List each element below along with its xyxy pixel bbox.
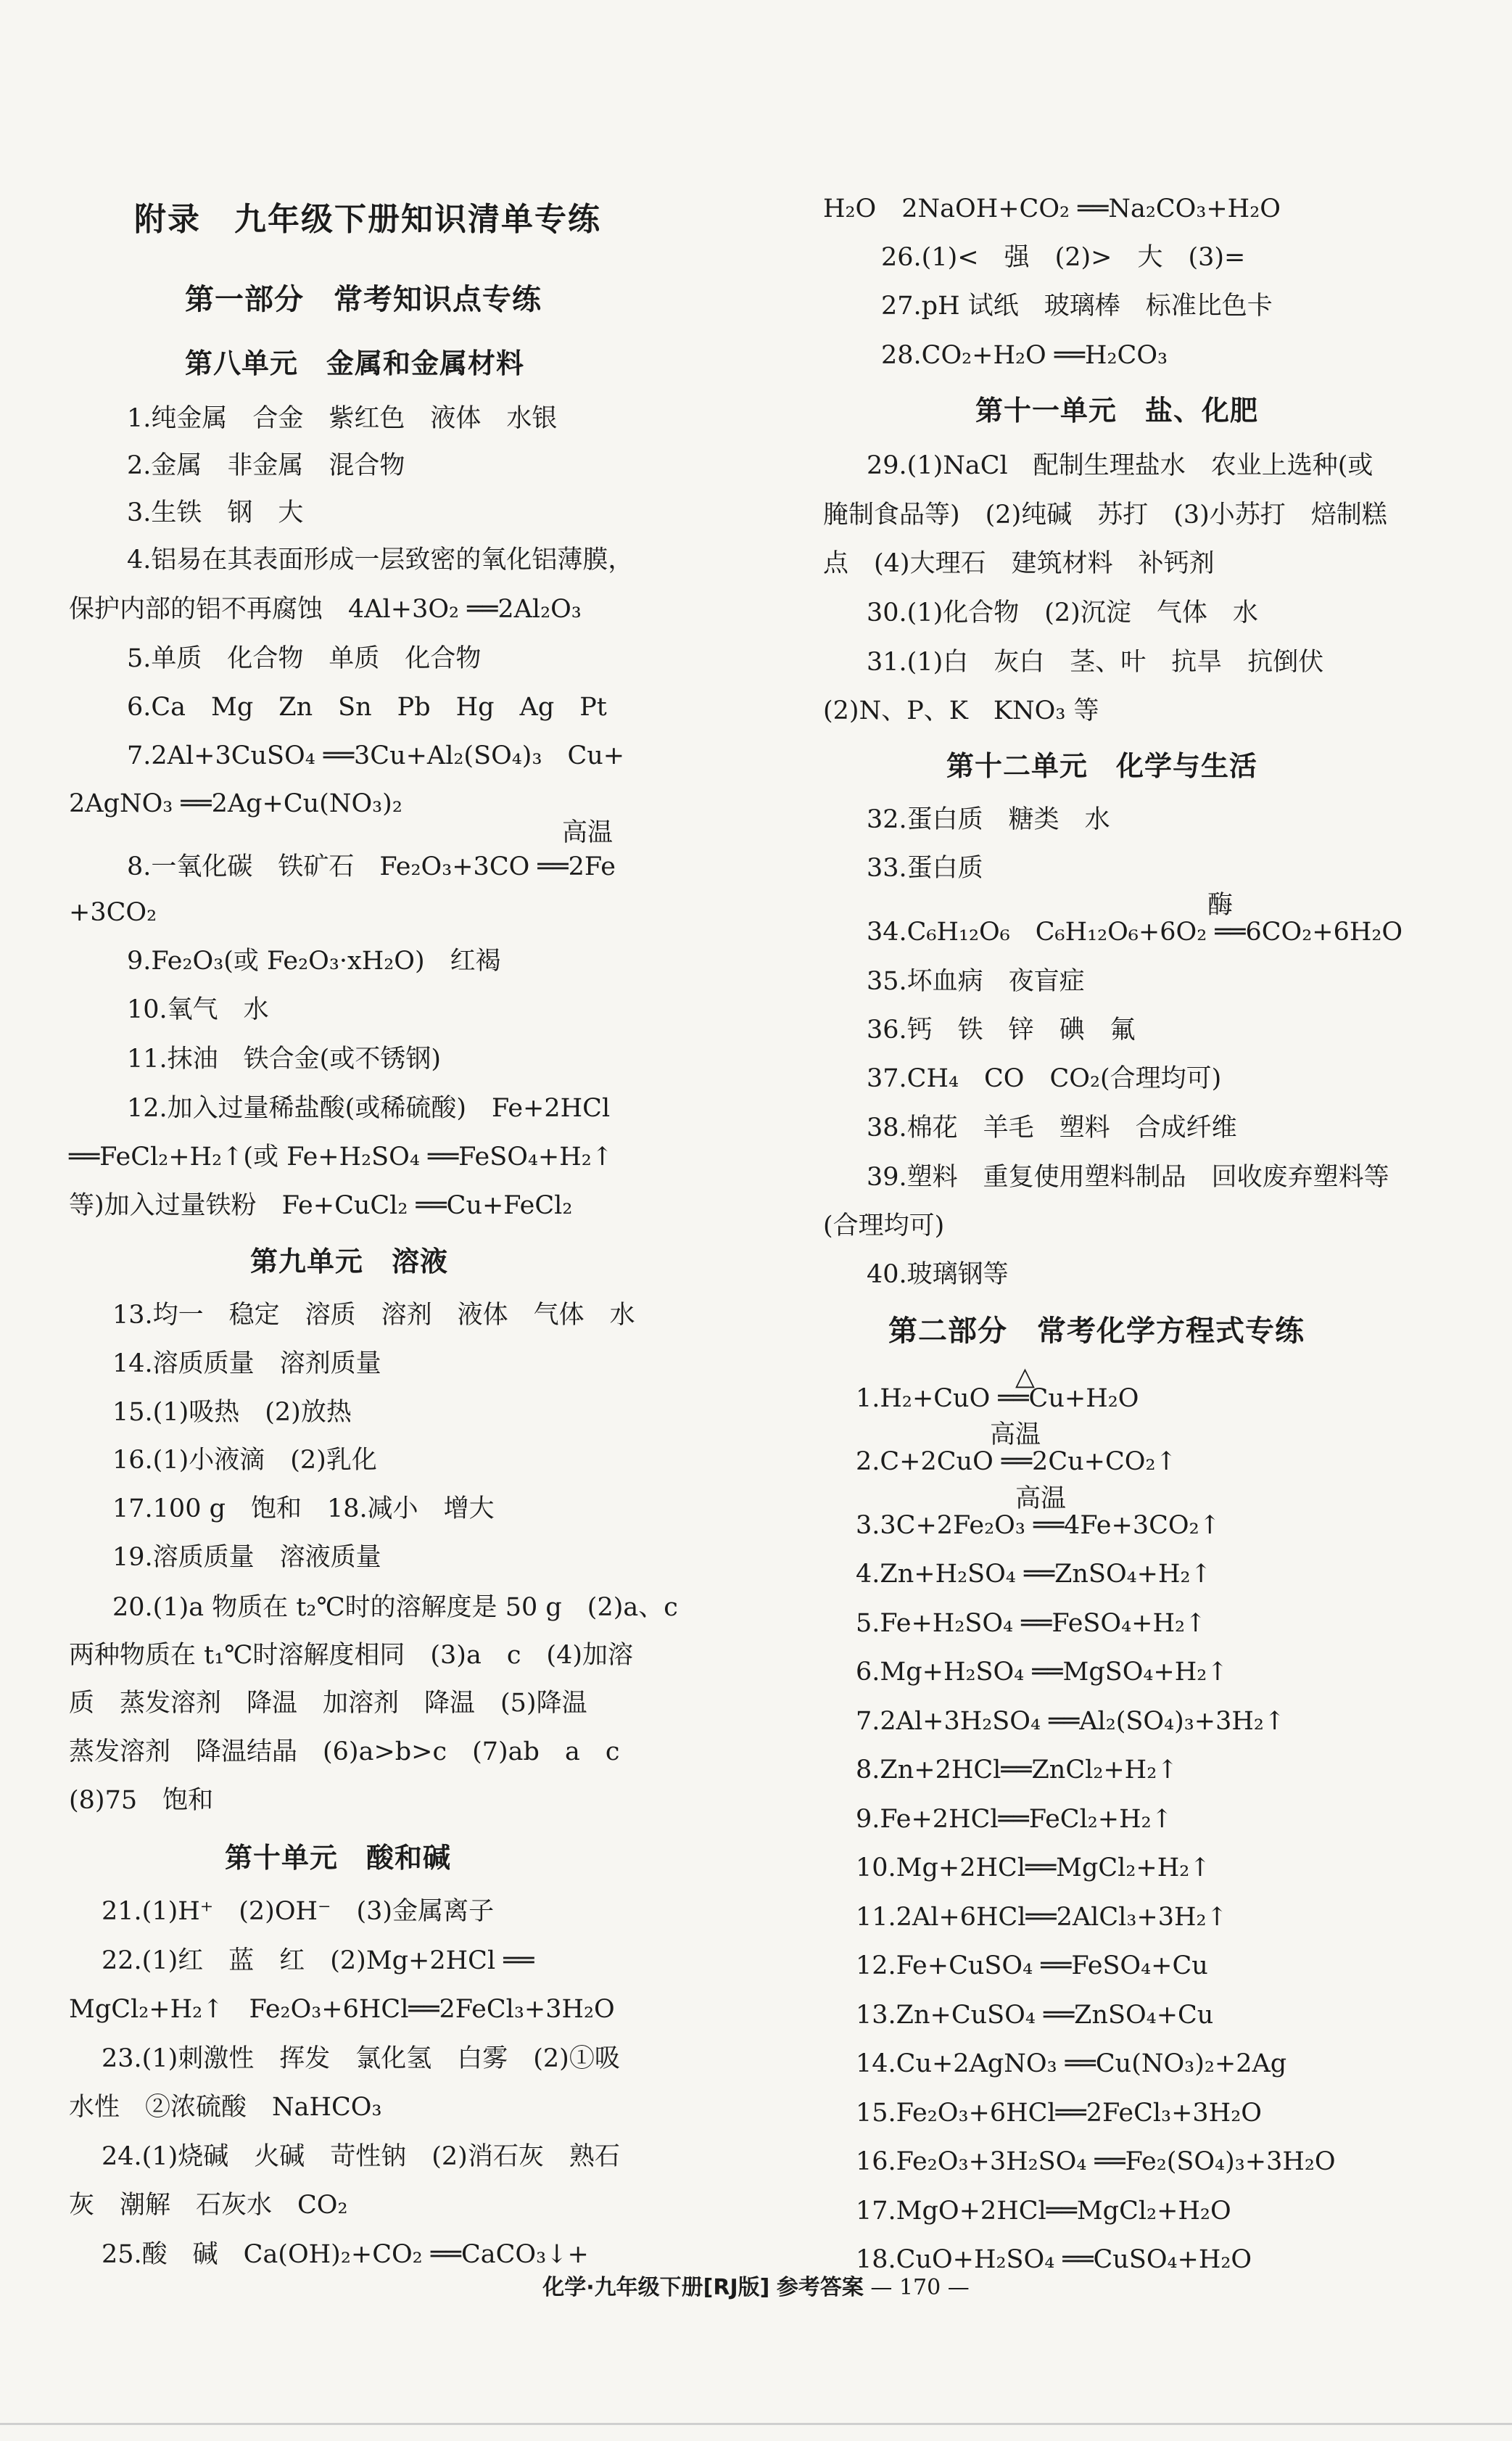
answer-line: 8.一氧化碳 铁矿石 Fe₂O₃+3CO ══2Fe	[127, 852, 616, 881]
answer-line: 11.2Al+6HCl══2AlCl₃+3H₂↑	[856, 1903, 1228, 1932]
answer-line: (2)N、P、K KNO₃ 等	[823, 696, 1099, 725]
answer-line: 7.2Al+3H₂SO₄ ══Al₂(SO₄)₃+3H₂↑	[856, 1707, 1286, 1736]
answer-line: 8.Zn+2HCl══ZnCl₂+H₂↑	[856, 1755, 1178, 1785]
answer-line: 29.(1)NaCl 配制生理盐水 农业上选种(或	[867, 451, 1373, 480]
answer-line: 26.(1)< 强 (2)> 大 (3)=	[881, 243, 1246, 272]
answer-line: 酶	[1207, 891, 1234, 920]
answer-line: 高温	[990, 1420, 1041, 1449]
answer-line: (8)75 饱和	[69, 1786, 214, 1815]
answer-line: 40.玻璃钢等	[867, 1260, 1009, 1289]
answer-line: 1.纯金属 合金 紫红色 液体 水银	[127, 404, 558, 433]
answer-line: 32.蛋白质 糖类 水	[867, 805, 1110, 834]
answer-line: 7.2Al+3CuSO₄ ══3Cu+Al₂(SO₄)₃ Cu+	[127, 741, 625, 770]
footer-answers: 参考答案	[776, 2275, 864, 2300]
answer-line: 12.Fe+CuSO₄ ══FeSO₄+Cu	[856, 1951, 1208, 1980]
answer-line: 水性 ②浓硫酸 NaHCO₃	[69, 2093, 382, 2122]
answer-line: 14.溶质质量 溶剂质量	[112, 1349, 381, 1378]
answer-line: 13.Zn+CuSO₄ ══ZnSO₄+Cu	[856, 2001, 1214, 2030]
answer-line: 20.(1)a 物质在 t₂℃时的溶解度是 50 g (2)a、c	[112, 1593, 678, 1622]
answer-line: 21.(1)H⁺ (2)OH⁻ (3)金属离子	[102, 1897, 495, 1926]
answer-line: 9.Fe₂O₃(或 Fe₂O₃·xH₂O) 红褐	[127, 947, 501, 976]
answer-line: 30.(1)化合物 (2)沉淀 气体 水	[867, 598, 1258, 627]
answer-line: 12.加入过量稀盐酸(或稀硫酸) Fe+2HCl	[127, 1094, 611, 1123]
answer-line: 点 (4)大理石 建筑材料 补钙剂	[823, 549, 1215, 578]
answer-line: 28.CO₂+H₂O ══H₂CO₃	[881, 341, 1168, 370]
answer-line: 灰 潮解 石灰水 CO₂	[69, 2191, 348, 2220]
answer-line: (合理均可)	[823, 1211, 945, 1240]
section-heading: 第十二单元 化学与生活	[946, 750, 1258, 782]
answer-line: 等)加入过量铁粉 Fe+CuCl₂ ══Cu+FeCl₂	[69, 1191, 573, 1220]
answer-line: 1.H₂+CuO ══Cu+H₂O	[856, 1384, 1139, 1413]
answer-line: H₂O 2NaOH+CO₂ ══Na₂CO₃+H₂O	[823, 194, 1281, 223]
answer-line: 14.Cu+2AgNO₃ ══Cu(NO₃)₂+2Ag	[856, 2049, 1287, 2078]
answer-line: 15.(1)吸热 (2)放热	[112, 1398, 352, 1427]
answer-line: MgCl₂+H₂↑ Fe₂O₃+6HCl══2FeCl₃+3H₂O	[69, 1995, 615, 2024]
answer-line: △	[1015, 1362, 1035, 1391]
answer-line: 6.Mg+H₂SO₄ ══MgSO₄+H₂↑	[856, 1658, 1228, 1687]
answer-line: 36.钙 铁 锌 碘 氟	[867, 1016, 1136, 1045]
answer-line: 3.生铁 钢 大	[127, 498, 304, 527]
answer-line: 两种物质在 t₁℃时溶解度相同 (3)a c (4)加溶	[69, 1641, 633, 1670]
answer-line: 17.100 g 饱和 18.减小 增大	[112, 1494, 495, 1523]
answer-line: 高温	[562, 818, 614, 847]
section-heading: 第一部分 常考知识点专练	[185, 283, 542, 316]
section-heading: 附录 九年级下册知识清单专练	[134, 201, 601, 238]
answer-line: ══FeCl₂+H₂↑(或 Fe+H₂SO₄ ══FeSO₄+H₂↑	[69, 1143, 614, 1172]
answer-line: 2.C+2CuO ══2Cu+CO₂↑	[856, 1447, 1177, 1476]
section-heading: 第十单元 酸和碱	[225, 1842, 452, 1874]
answer-line: 高温	[1015, 1484, 1067, 1513]
answer-line: 19.溶质质量 溶液质量	[112, 1543, 381, 1572]
answer-line: 37.CH₄ CO CO₂(合理均可)	[867, 1064, 1222, 1093]
page-number: — 170 —	[870, 2275, 970, 2300]
section-heading: 第二部分 常考化学方程式专练	[888, 1314, 1305, 1348]
answer-line: 质 蒸发溶剂 降温 加溶剂 降温 (5)降温	[69, 1689, 587, 1718]
answer-line: 11.抹油 铁合金(或不锈钢)	[127, 1045, 441, 1074]
answer-line: 4.Zn+H₂SO₄ ══ZnSO₄+H₂↑	[856, 1560, 1212, 1589]
answer-line: 18.CuO+H₂SO₄ ══CuSO₄+H₂O	[856, 2245, 1252, 2274]
answer-line: 35.坏血病 夜盲症	[867, 967, 1085, 996]
answer-line: 38.棉花 羊毛 塑料 合成纤维	[867, 1114, 1237, 1143]
answer-line: 保护内部的铝不再腐蚀 4Al+3O₂ ══2Al₂O₃	[69, 595, 582, 624]
answer-line: 2.金属 非金属 混合物	[127, 451, 405, 480]
footer-subject: 化学·九年级下册[RJ版]	[542, 2275, 770, 2300]
answer-line: 15.Fe₂O₃+6HCl══2FeCl₃+3H₂O	[856, 2099, 1262, 2128]
answer-line: 33.蛋白质	[867, 854, 983, 883]
answer-line: 2AgNO₃ ══2Ag+Cu(NO₃)₂	[69, 789, 402, 818]
section-heading: 第十一单元 盐、化肥	[975, 395, 1259, 427]
section-heading: 第九单元 溶液	[250, 1246, 449, 1277]
answer-line: 16.(1)小液滴 (2)乳化	[112, 1446, 377, 1475]
answer-line: 9.Fe+2HCl══FeCl₂+H₂↑	[856, 1805, 1173, 1834]
answer-line: 3.3C+2Fe₂O₃ ══4Fe+3CO₂↑	[856, 1511, 1220, 1540]
answer-line: 34.C₆H₁₂O₆ C₆H₁₂O₆+6O₂ ══6CO₂+6H₂O	[867, 918, 1403, 947]
bottom-rule	[0, 2423, 1512, 2425]
answer-line: 31.(1)白 灰白 茎、叶 抗旱 抗倒伏	[867, 648, 1324, 677]
answer-line: 39.塑料 重复使用塑料制品 回收废弃塑料等	[867, 1163, 1389, 1192]
answer-line: 蒸发溶剂 降温结晶 (6)a>b>c (7)ab a c	[69, 1737, 620, 1766]
section-heading: 第八单元 金属和金属材料	[185, 347, 525, 379]
answer-line: 5.单质 化合物 单质 化合物	[127, 644, 482, 673]
answer-line: 10.Mg+2HCl══MgCl₂+H₂↑	[856, 1853, 1211, 1882]
answer-line: 16.Fe₂O₃+3H₂SO₄ ══Fe₂(SO₄)₃+3H₂O	[856, 2147, 1336, 2176]
page-footer	[0, 2269, 1512, 2301]
answer-line: 17.MgO+2HCl══MgCl₂+H₂O	[856, 2197, 1231, 2226]
answer-line: 23.(1)刺激性 挥发 氯化氢 白雾 (2)①吸	[102, 2044, 620, 2073]
answer-line: 腌制食品等) (2)纯碱 苏打 (3)小苏打 焙制糕	[823, 501, 1387, 530]
answer-line: 24.(1)烧碱 火碱 苛性钠 (2)消石灰 熟石	[102, 2142, 620, 2171]
answer-line: 25.酸 碱 Ca(OH)₂+CO₂ ══CaCO₃↓+	[102, 2240, 589, 2269]
answer-line: 5.Fe+H₂SO₄ ══FeSO₄+H₂↑	[856, 1609, 1207, 1638]
answer-line: 10.氧气 水	[127, 995, 269, 1024]
answer-line: 27.pH 试纸 玻璃棒 标准比色卡	[881, 292, 1273, 321]
answer-line: 4.铝易在其表面形成一层致密的氧化铝薄膜，	[127, 546, 634, 575]
answer-line: 22.(1)红 蓝 红 (2)Mg+2HCl ══	[102, 1946, 534, 1975]
answer-line: 6.Ca Mg Zn Sn Pb Hg Ag Pt	[127, 693, 607, 722]
answer-line: 13.均一 稳定 溶质 溶剂 液体 气体 水	[112, 1301, 635, 1330]
answer-line: +3CO₂	[69, 898, 157, 927]
